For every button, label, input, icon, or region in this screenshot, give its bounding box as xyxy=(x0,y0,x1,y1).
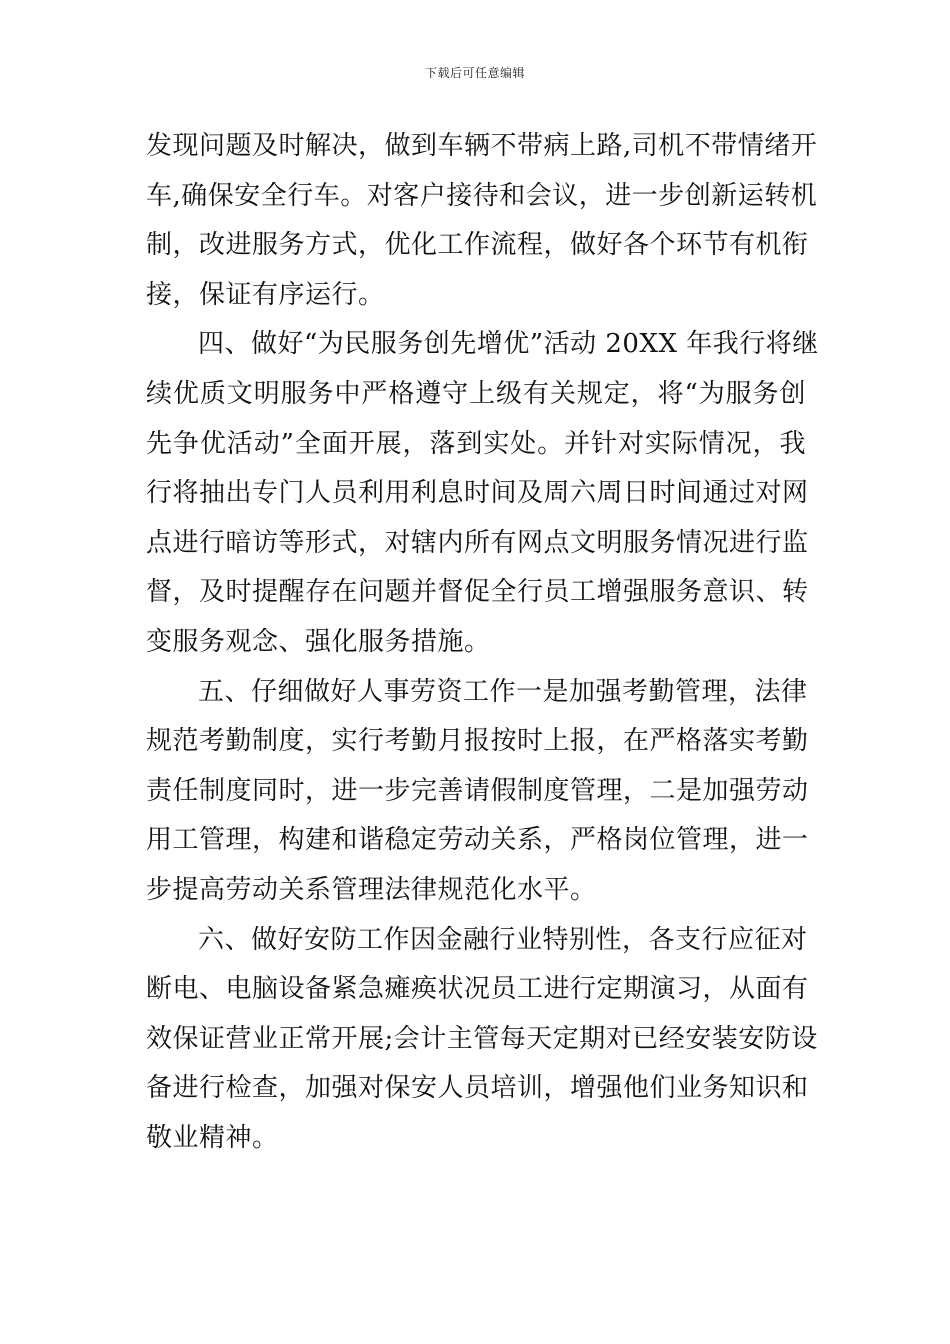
text-line: 用工管理，构建和谐稳定劳动关系，严格岗位管理，进一 xyxy=(146,825,809,856)
text-line: 规范考勤制度，实行考勤月报按时上报，在严格落实考勤 xyxy=(146,726,809,757)
text-line: 五、仔细做好人事劳资工作一是加强考勤管理，法律 xyxy=(198,676,808,707)
text-line: 制，改进服务方式，优化工作流程，做好各个环节有机衔 xyxy=(146,230,809,261)
document-body xyxy=(146,122,819,1163)
text-line: 敬业精神。 xyxy=(146,1122,279,1153)
text-line: 断电、电脑设备紧急瘫痪状况员工进行定期演习，从面有 xyxy=(146,974,809,1005)
text-line: 责任制度同时，进一步完善请假制度管理，二是加强劳动 xyxy=(146,775,809,806)
text-line: 备进行检查，加强对保安人员培训，增强他们业务知识和 xyxy=(146,1073,809,1104)
text-line: 先争优活动”全面开展，落到实处。并针对实际情况，我 xyxy=(146,428,806,459)
text-line: 效保证营业正常开展;会计主管每天定期对已经安装安防设 xyxy=(146,1023,818,1054)
text-line: 接，保证有序运行。 xyxy=(146,279,385,310)
text-line: 四、做好“为民服务创先增优”活动 20XX 年我行将继 xyxy=(198,329,819,360)
text-line: 步提高劳动关系管理法律规范化水平。 xyxy=(146,874,597,905)
text-line: 六、做好安防工作因金融行业特别性，各支行应征对 xyxy=(198,924,808,955)
text-line: 点进行暗访等形式，对辖内所有网点文明服务情况进行监 xyxy=(146,527,809,558)
text-line: 变服务观念、强化服务措施。 xyxy=(146,626,491,657)
page-header-note: 下载后可任意编辑 xyxy=(424,66,525,80)
text-line: 车,确保安全行车。对客户接待和会议，进一步创新运转机 xyxy=(146,180,818,211)
text-line: 发现问题及时解决，做到车辆不带病上路,司机不带情绪开 xyxy=(146,131,818,161)
text-line: 续优质文明服务中严格遵守上级有关规定，将“为服务创 xyxy=(146,378,806,409)
text-line: 督，及时提醒存在问题并督促全行员工增强服务意识、转 xyxy=(146,577,809,608)
text-line: 行将抽出专门人员利用利息时间及周六周日时间通过对网 xyxy=(146,478,809,509)
